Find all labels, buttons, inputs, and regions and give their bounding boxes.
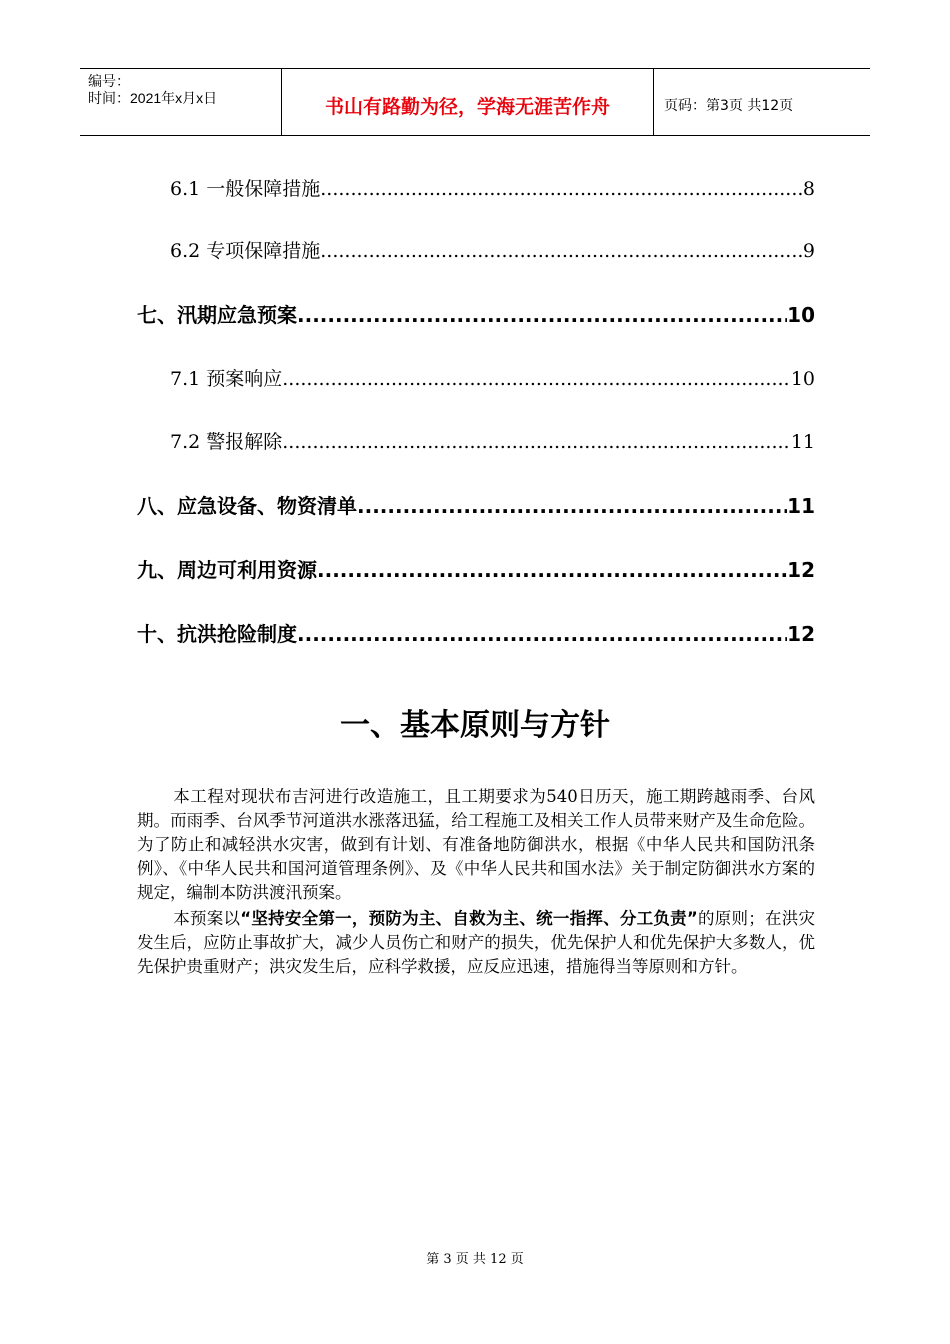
header-number: 编号： (88, 73, 130, 89)
toc-entry-page: 11 (790, 431, 815, 453)
header-meta (80, 69, 282, 135)
toc-entry[interactable] (137, 174, 815, 201)
section-title: 一、基本原则与方针 (340, 708, 610, 743)
toc-entry-page: 10 (790, 368, 815, 390)
body-paragraph (137, 907, 815, 979)
principle-emphasis: “坚持安全第一，预防为主、自救为主、统一指挥、分工负责” (240, 909, 698, 928)
toc-leader (282, 431, 791, 453)
header-motto: 书山有路勤为径，学海无涯苦作舟 (282, 69, 654, 135)
toc-leader (297, 303, 787, 327)
toc-entry-page: 10 (787, 303, 815, 327)
toc-entry-page: 12 (787, 622, 815, 646)
toc-entry[interactable] (137, 299, 815, 328)
toc-entry-label: 十、抗洪抢险制度 (137, 622, 297, 646)
toc-entry-label: 7.2 警报解除 (170, 431, 283, 453)
header-page-info: 页码：第3页 共12页 (664, 98, 794, 114)
paragraph-text: 本预案以 (173, 909, 241, 928)
toc-entry-label: 6.1 一般保障措施 (170, 178, 321, 200)
toc-entry-page: 8 (802, 178, 815, 200)
toc-entry-label: 九、周边可利用资源 (137, 558, 317, 582)
toc-entry[interactable] (137, 236, 815, 263)
toc-entry[interactable] (137, 618, 815, 647)
toc-entry-page: 11 (787, 494, 815, 518)
toc-leader (317, 558, 787, 582)
toc-entry[interactable] (137, 364, 815, 391)
toc-entry-label: 七、汛期应急预案 (137, 303, 297, 327)
toc-entry-label: 八、应急设备、物资清单 (137, 494, 357, 518)
toc-entry-label: 6.2 专项保障措施 (170, 240, 321, 262)
toc-leader (320, 240, 803, 262)
page-footer: 第 3 页 共 12 页 (426, 1252, 524, 1267)
toc-entry-label: 7.1 预案响应 (170, 368, 283, 390)
toc-entry[interactable] (137, 427, 815, 454)
body-paragraph: 本工程对现状布吉河进行改造施工，且工期要求为540日历天，施工期跨越雨季、台风期。而雨季、台风季节河道洪水涨落迅猛，给工程施工及相关工作人员带来财产及生命危险。为了防止和减轻洪水灾害，做到有计划、有准备地防御洪水，根据《中华人民共和国防汛条例》、《中华人民共和国河道管理条例》、及《中华人民共和国水法》关于制定防御洪水方案的规定，编制本防洪渡汛预案。 (137, 787, 815, 902)
paragraph-text: 的原则；在洪灾发生后，应防止事故扩大，减少人员伤亡和财产的损失，优先保护人和优先保护大多数人，优先保护贵重财产；洪灾发生后，应科学救援，应反应迅速，措施得当等原则和方针。 (137, 909, 815, 976)
toc-leader (282, 368, 791, 390)
toc-leader (297, 622, 787, 646)
toc-leader (320, 178, 803, 200)
toc-entry[interactable] (137, 490, 815, 519)
header-time: 时间：2021年x月x日 (88, 90, 218, 106)
toc-leader (357, 494, 787, 518)
toc-entry-page: 9 (802, 240, 815, 262)
page-header (80, 68, 870, 136)
toc-entry-page: 12 (787, 558, 815, 582)
toc-entry[interactable] (137, 554, 815, 583)
